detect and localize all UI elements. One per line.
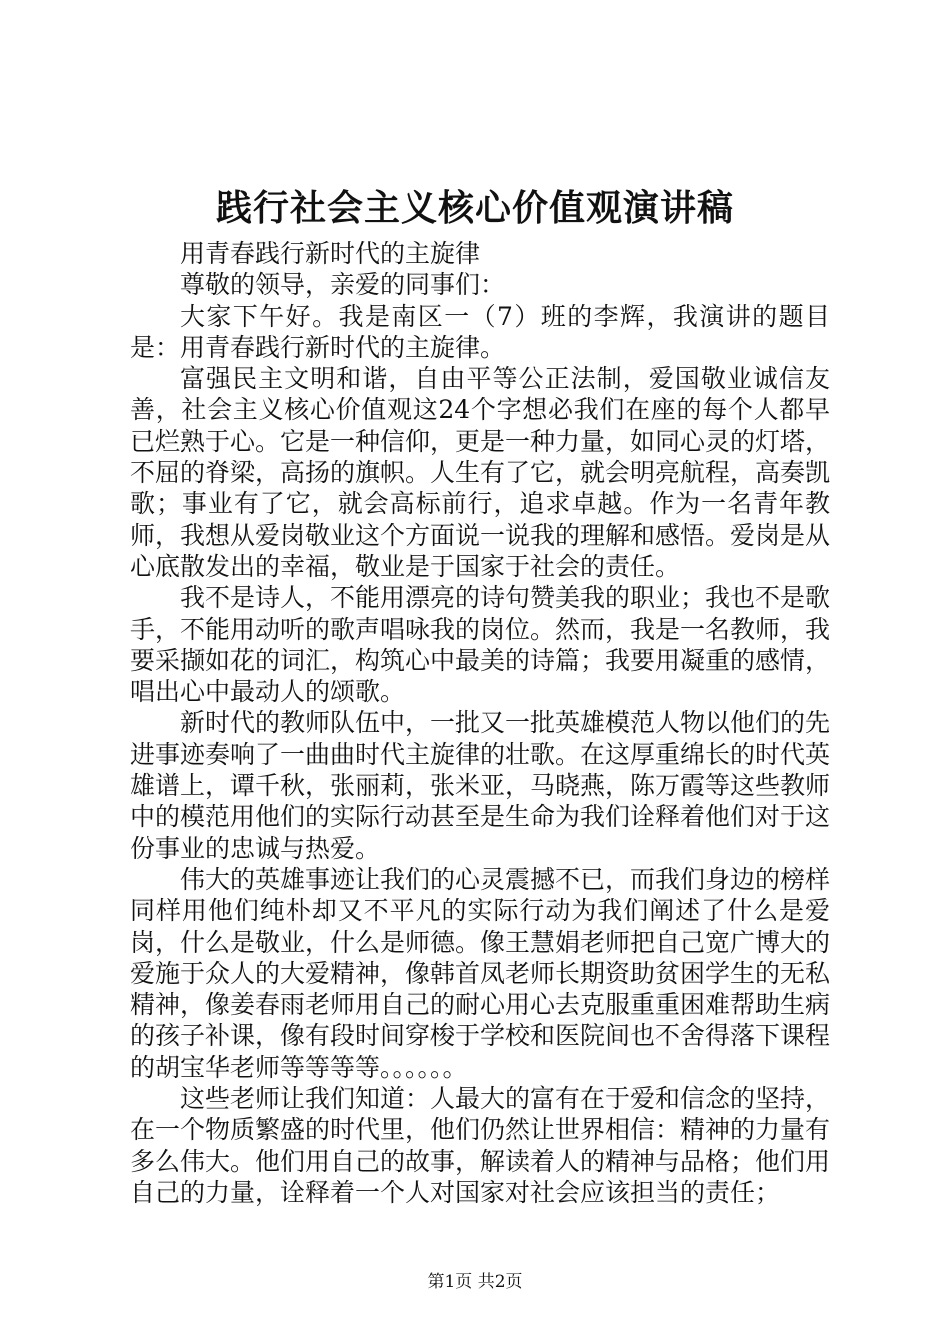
paragraph-teacher-heroes: 新时代的教师队伍中，一批又一批英雄模范人物以他们的先进事迹奏响了一曲曲时代主旋律的壮歌。在这厚重绵长的时代英雄谱上，谭千秋，张丽莉，张米亚，马晓燕，陈万霞等这些教师中的模范用他们的实际行动甚至是生命为我们诠释着他们对于这份事业的忠诚与热爱。 [130, 708, 831, 863]
paragraph-subtitle: 用青春践行新时代的主旋律 [180, 239, 481, 268]
document-body [130, 238, 830, 1208]
document-title: 践行社会主义核心价值观演讲稿 [215, 188, 734, 229]
paragraph-greeting: 大家下午好。我是南区一（7）班的李辉，我演讲的题目是：用青春践行新时代的主旋律。 [130, 301, 830, 362]
paragraph-lessons: 这些老师让我们知道：人最大的富有在于爱和信念的坚持，在一个物质繁盛的时代里，他们仍然让世界相信：精神的力量有多么伟大。他们用自己的故事，解读着人的精神与品格；他们用自己的力量，诠释着一个人对国家对社会应该担当的责任； [130, 1084, 831, 1207]
page-footer: 第1页 共2页 [427, 1272, 523, 1292]
paragraph-not-poet: 我不是诗人，不能用漂亮的诗句赞美我的职业；我也不是歌手，不能用动听的歌声唱咏我的岗位。然而，我是一名教师，我要采撷如花的词汇，构筑心中最美的诗篇；我要用凝重的感情，唱出心中最动人的颂歌。 [130, 583, 831, 707]
paragraph-salutation: 尊敬的领导，亲爱的同事们： [180, 270, 506, 300]
paragraph-core-values: 富强民主文明和谐，自由平等公正法制，爱国敬业诚信友善，社会主义核心价值观这24个字想必我们在座的每个人都早已烂熟于心。它是一种信仰，更是一种力量，如同心灵的灯塔，不屈的脊梁，高扬的旗帜。人生有了它，就会明亮航程，高奏凯歌；事业有了它，就会高标前行，追求卓越。作为一名青年教师，我想从爱岗敬业这个方面说一说我的理解和感悟。爱岗是从心底散发出的幸福，敬业是于国家于社会的责任。 [130, 364, 831, 581]
paragraph-role-models: 伟大的英雄事迹让我们的心灵震撼不已，而我们身边的榜样同样用他们纯朴却又不平凡的实际行动为我们阐述了什么是爱岗，什么是敬业，什么是师德。像王慧娟老师把自己宽广博大的爱施于众人的大爱精神，像韩首凤老师长期资助贫困学生的无私精神，像姜春雨老师用自己的耐心用心去克服重重困难帮助生病的孩子补课，像有段时间穿梭于学校和医院间也不舍得落下课程的胡宝华老师等等等等。。。。。。 [130, 864, 831, 1082]
